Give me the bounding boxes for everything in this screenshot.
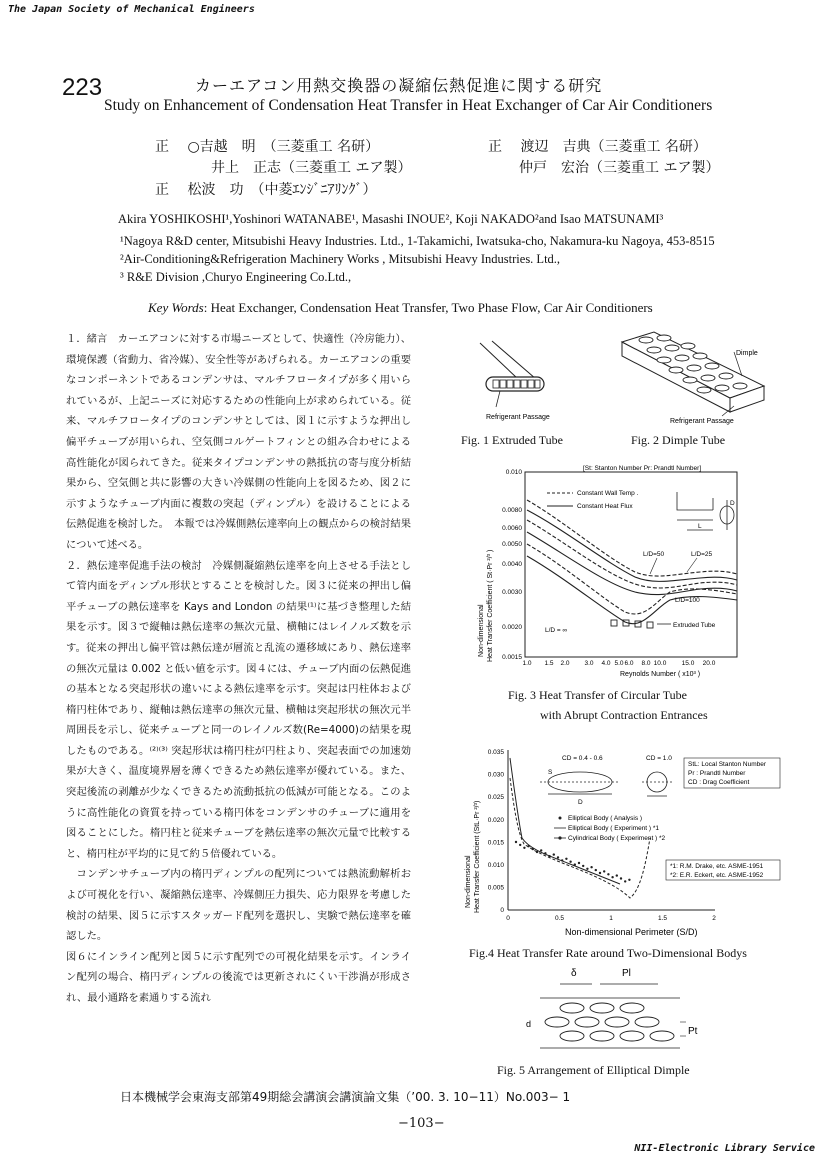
paper-number: 223: [62, 74, 103, 101]
fig3-x-ticks: [522, 660, 715, 667]
fig3-x-tick: 6.0: [624, 660, 634, 667]
author-row1-left: 正 ○吉越 明 （三菱重工 名研）: [155, 139, 380, 155]
affiliation-2: ²Air-Conditioning&Refrigeration Machinery Works , Mitsubishi Heavy Industries. Ltd.,: [120, 252, 561, 266]
fig4-y-tick: 0.010: [487, 862, 504, 869]
fig4-note1: StL: Local Stanton Number: [688, 761, 767, 768]
fig3-x-tick: 10.0: [653, 660, 667, 667]
fig2-dimple-tube-drawing: [612, 328, 782, 428]
fig3-y-tick: 0.0015: [502, 654, 522, 661]
fig3-x-tick: 8.0: [641, 660, 651, 667]
fig4-x-tick: 1: [609, 915, 613, 922]
fig4-data-point: [519, 844, 521, 846]
fig4-data-point: [544, 852, 546, 854]
fig1-caption: Fig. 1 Extruded Tube: [461, 433, 564, 447]
fig5-pt-label: Pt: [688, 1026, 698, 1037]
fig4-y-tick: 0: [500, 907, 504, 915]
fig4-xlabel: Non-dimensional Perimeter (S/D): [565, 927, 698, 937]
fig3-ylabel1: Non-dimensional: [478, 604, 485, 657]
society-header: The Japan Society of Mechanical Engineers: [8, 4, 255, 15]
fig1-extruded-tube-drawing: [460, 335, 610, 425]
keywords-text: : Heat Exchanger, Condensation Heat Transfer, Two Phase Flow, Car Air Conditioners: [203, 300, 653, 315]
fig3-dim-D: D: [730, 500, 735, 507]
fig4-x-ticks: [506, 915, 716, 922]
fig4-data-point: [595, 869, 597, 871]
fig2-caption: Fig. 2 Dimple Tube: [631, 433, 726, 447]
fig4-data-point: [620, 877, 622, 879]
author-row1-right: 正 渡辺 吉典（三菱重工 名研）: [488, 139, 707, 155]
fig4-data-point: [607, 873, 609, 875]
fig3-ylabel2: Heat Transfer Coefficient ( St·Pr ²/³ ): [487, 549, 494, 662]
fig3-ann-ldinf: L/D = ∞: [545, 627, 568, 634]
fig4-chart: [460, 738, 785, 943]
fig3-y-tick: 0.0020: [502, 624, 522, 631]
fig2-refrigerant-passage-label: Refrigerant Passage: [670, 418, 734, 425]
fig3-ann-ld25: L/D=25: [691, 551, 713, 558]
fig4-y-tick: 0.015: [487, 839, 504, 847]
fig4-ylabel2: Heat Transfer Coefficient (StL·Pr ²/³): [474, 800, 481, 913]
fig4-data-point: [586, 868, 588, 870]
author-row2-left: 井上 正志（三菱重工 エア製）: [211, 160, 412, 176]
fig4-data-point: [578, 862, 580, 864]
fig4-data-point: [611, 876, 613, 878]
fig3-y-tick: 0.0080: [502, 507, 522, 514]
fig4-data-point: [574, 863, 576, 865]
fig3-y-tick: 0.0030: [502, 589, 522, 596]
fig4-y-tick: 0.035: [487, 749, 504, 756]
paragraph-intro: １．緒言 カーエアコンに対する市場ニーズとして、快適性（冷房能力）、環境保護（省動力、省冷媒）、安全性等があげられる。カーエアコンの重要なコンポーネントであるコンデンサは、マルチフロータイプが多く用いられているが、上記ニーズに対応するための性能向上が求められている。従来、マルチフロータイプのコンデンサとしては、図１に示すような押出し偏平チューブが用いられ、空気側コルゲートフィンとの組み合わせによる高性能化が図られてきた。従来タイプコンデンサの熱抵抗の寄与度分析結果から、空気側と共に影響の大きい冷媒側の性能向上を図るため、図２に示すようなチューブ内面に複数の突起（ディンプル）を設けることによる伝熱促進を検討した。 本報では冷媒側熱伝達率向上の観点からの検討結果について述べる。: [66, 333, 411, 551]
fig4-y-tick: 0.030: [487, 771, 504, 779]
fig3-ann-ld100: L/D=100: [675, 597, 700, 604]
fig2-dimple-label: Dimple: [736, 350, 758, 357]
fig3-y-tick: 0.010: [505, 469, 522, 476]
fig4-data-point: [548, 855, 550, 857]
fig3-ann-ld50: L/D=50: [643, 551, 665, 558]
fig4-data-point: [527, 845, 529, 847]
fig3-ann-extruded: Extruded Tube: [673, 622, 716, 629]
fig4-data-point: [603, 870, 605, 872]
fig4-y-tick: 0.025: [487, 794, 504, 802]
fig3-x-tick: 5.0: [614, 660, 624, 667]
fig3-x-tick: 2.0: [560, 660, 570, 667]
fig4-data-point: [590, 866, 592, 868]
fig4-y-tick: 0.020: [487, 816, 504, 824]
fig4-legend1: Elliptical Body ( Analysis ): [568, 815, 643, 822]
fig3-legend-note: [St: Stanton Number Pr: Prandtl Number]: [583, 465, 702, 472]
fig4-data-point: [532, 848, 534, 850]
fig4-caption: Fig.4 Heat Transfer Rate around Two-Dimensional Bodys: [469, 946, 747, 960]
fig4-ref1: *1: R.M. Drake, etc. ASME-1951: [670, 863, 764, 870]
fig4-data-point: [536, 851, 538, 853]
fig4-legend3: Cylindrical Body ( Experiment ) *2: [568, 835, 666, 842]
fig4-x-tick: 1.5: [657, 915, 668, 922]
fig4-ref2: *2: E.R. Eckert, etc. ASME-1952: [670, 872, 764, 879]
fig3-legend-chf: Constant Heat Flux: [577, 503, 633, 510]
keywords-label: Key Words: [148, 300, 204, 315]
fig4-data-point: [628, 879, 630, 881]
fig4-dim-D: D: [578, 799, 583, 806]
fig4-x-tick: 2: [712, 915, 716, 922]
fig4-data-point: [616, 874, 618, 876]
fig4-body-sketches: [540, 772, 672, 796]
body-text: [66, 329, 411, 1009]
fig3-dim-L: L: [698, 523, 702, 530]
fig4-note3: CD : Drag Coefficient: [688, 779, 750, 786]
fig4-data-point: [624, 880, 626, 882]
fig3-x-tick: 4.0: [601, 660, 611, 667]
fig3-legend-cwt: Constant Wall Temp .: [577, 490, 639, 497]
fig3-xlabel: Reynolds Number ( x10³ ): [620, 671, 701, 678]
fig3-x-tick: 15.0: [681, 660, 695, 667]
fig3-curves: [527, 500, 737, 624]
nii-footer: NII-Electronic Library Service: [634, 1143, 815, 1154]
paragraph-arrangement: コンデンサチューブ内の楕円ディンプルの配列については熱流動解析および可視化を行い、凝縮熱伝達率、冷媒側圧力損失、応力限界を考慮した検討の結果、図５に示すスタッガード配列を選択し、実験で熱伝達率を確認した。: [66, 868, 411, 943]
fig4-cd1: CD = 0.4 - 0.6: [562, 755, 603, 762]
fig4-data-point: [540, 849, 542, 851]
fig3-x-tick: 3.0: [584, 660, 594, 667]
fig4-data-point: [599, 872, 601, 874]
fig4-y-ticks: [488, 749, 505, 914]
paragraph-visualization: 図６にインライン配列と図５に示す配列での可視化結果を示す。インライン配列の場合、楕円ディンプルの後流では更新されにくい干渉渦が形成され、最小通路を素通りする流れ: [66, 950, 411, 1004]
fig4-data-point: [569, 861, 571, 863]
fig4-data-point: [565, 858, 567, 860]
fig5-delta-label: δ: [571, 968, 577, 979]
authors-english: Akira YOSHIKOSHI¹,Yoshinori WATANABE¹, Masashi INOUE², Koji NAKADO²and Isao MATSUNAMI³: [118, 212, 664, 226]
fig5-d-label: d: [526, 1019, 532, 1029]
page-number: −103−: [398, 1116, 445, 1131]
fig3-caption-line1: Fig. 3 Heat Transfer of Circular Tube: [508, 688, 687, 702]
fig4-legend2: Elliptical Body ( Experiment ) *1: [568, 825, 660, 832]
affiliation-3: ³ R&E Division ,Churyo Engineering Co.Ltd.,: [120, 270, 352, 284]
fig4-x-tick: 0: [506, 915, 510, 922]
fig3-y-ticks: [502, 469, 522, 661]
author-row3-left: 正 松波 功 （中菱ｴﾝｼﾞﾆｱﾘﾝｸﾞ）: [155, 182, 377, 198]
fig4-cd2: CD = 1.0: [646, 755, 672, 762]
fig1-refrigerant-passage-label: Refrigerant Passage: [486, 414, 550, 421]
fig3-y-tick: 0.0050: [502, 541, 522, 548]
fig5-elliptical-dimple-arrangement: [520, 964, 720, 1060]
fig4-x-tick: 0.5: [554, 915, 565, 922]
fig3-x-tick: 20.0: [702, 660, 716, 667]
author-row2-right: 仲戸 宏治（三菱重工 エア製）: [519, 160, 720, 176]
fig4-data-point: [515, 841, 517, 843]
fig5-dimple-ellipses: [545, 1003, 674, 1041]
title-english: Study on Enhancement of Condensation Heat Transfer in Heat Exchanger of Car Air Conditioners: [104, 97, 713, 114]
fig4-dim-S: S: [548, 769, 553, 776]
fig3-caption-line2: with Abrupt Contraction Entrances: [540, 708, 708, 722]
fig5-caption: Fig. 5 Arrangement of Elliptical Dimple: [497, 1063, 690, 1077]
title-japanese: カーエアコン用熱交換器の凝縮伝熱促進に関する研究: [195, 76, 603, 95]
fig4-note2: Pr : Prandtl Number: [688, 770, 746, 777]
fig3-y-tick: 0.0060: [502, 525, 522, 532]
fig4-data-point: [553, 853, 555, 855]
paragraph-method: ２．熱伝達率促進手法の検討 冷媒側凝縮熱伝達率を向上させる手法として管内面をディンプル形状とすることを検討した。図３に従来の押出し偏平チューブの熱伝達率を Kays and London の結果⁽¹⁾に基づき整理した結果を示す。図３で縦軸は熱伝達率の無次元量、横軸にはレイノルズ数を示す。従来の押出し偏平管は熱伝達が層流と乱流の遷移域にあり、熱伝達率の無次元量は 0.002 と低い値を示す。図４には、チューブ内面の伝熱促進の基本となる突起形状の違いによる熱伝達率を示す。突起は円柱体および楕円柱体であり、縦軸は熱伝達率の無次元量、横軸は突起形状の無次元半周囲長を示し、従来チューブと同一のレイノルズ数(Re=4000)の結果を現したものである。⁽²⁾⁽³⁾ 突起形状は楕円柱が円柱より、突起表面での加速効果が大きく、温度境界層を薄くできるため熱伝達率が優れている。また、突起後流の剥離が少なくできるため流動抵抗の低減が可能となる。このように高性能化の資質を持っている楕円体をコンデンサのチューブに適用を図ることにした。楕円柱と従来チューブを熱伝達率の無次元量で比較すると、楕円柱が平均的に見て約５倍優れている。: [66, 559, 411, 860]
fig3-x-tick: 1.0: [522, 660, 532, 667]
fig4-data-point: [523, 847, 525, 849]
keywords: [148, 300, 653, 316]
fig4-data-point: [557, 856, 559, 858]
proceedings-footer: 日本機械学会東海支部第49期総会講演会講演論文集（’00. 3. 10−11）No.003− 1: [120, 1090, 571, 1104]
fig5-pl-label: Pl: [622, 968, 631, 979]
affiliation-1: ¹Nagoya R&D center, Mitsubishi Heavy Industries. Ltd., 1-Takamichi, Iwatsuka-cho, Nakamura-ku Nagoya, 453-8515: [120, 234, 715, 248]
fig3-chart: [465, 462, 765, 684]
fig4-y-tick: 0.005: [487, 884, 504, 892]
fig4-data-point: [561, 859, 563, 861]
fig3-x-tick: 1.5: [544, 660, 554, 667]
fig4-ylabel1: Non-dimensional: [465, 855, 472, 908]
fig4-data-point: [582, 865, 584, 867]
fig3-y-tick: 0.0040: [502, 561, 522, 568]
fig3-contraction-sketch: [677, 492, 734, 530]
